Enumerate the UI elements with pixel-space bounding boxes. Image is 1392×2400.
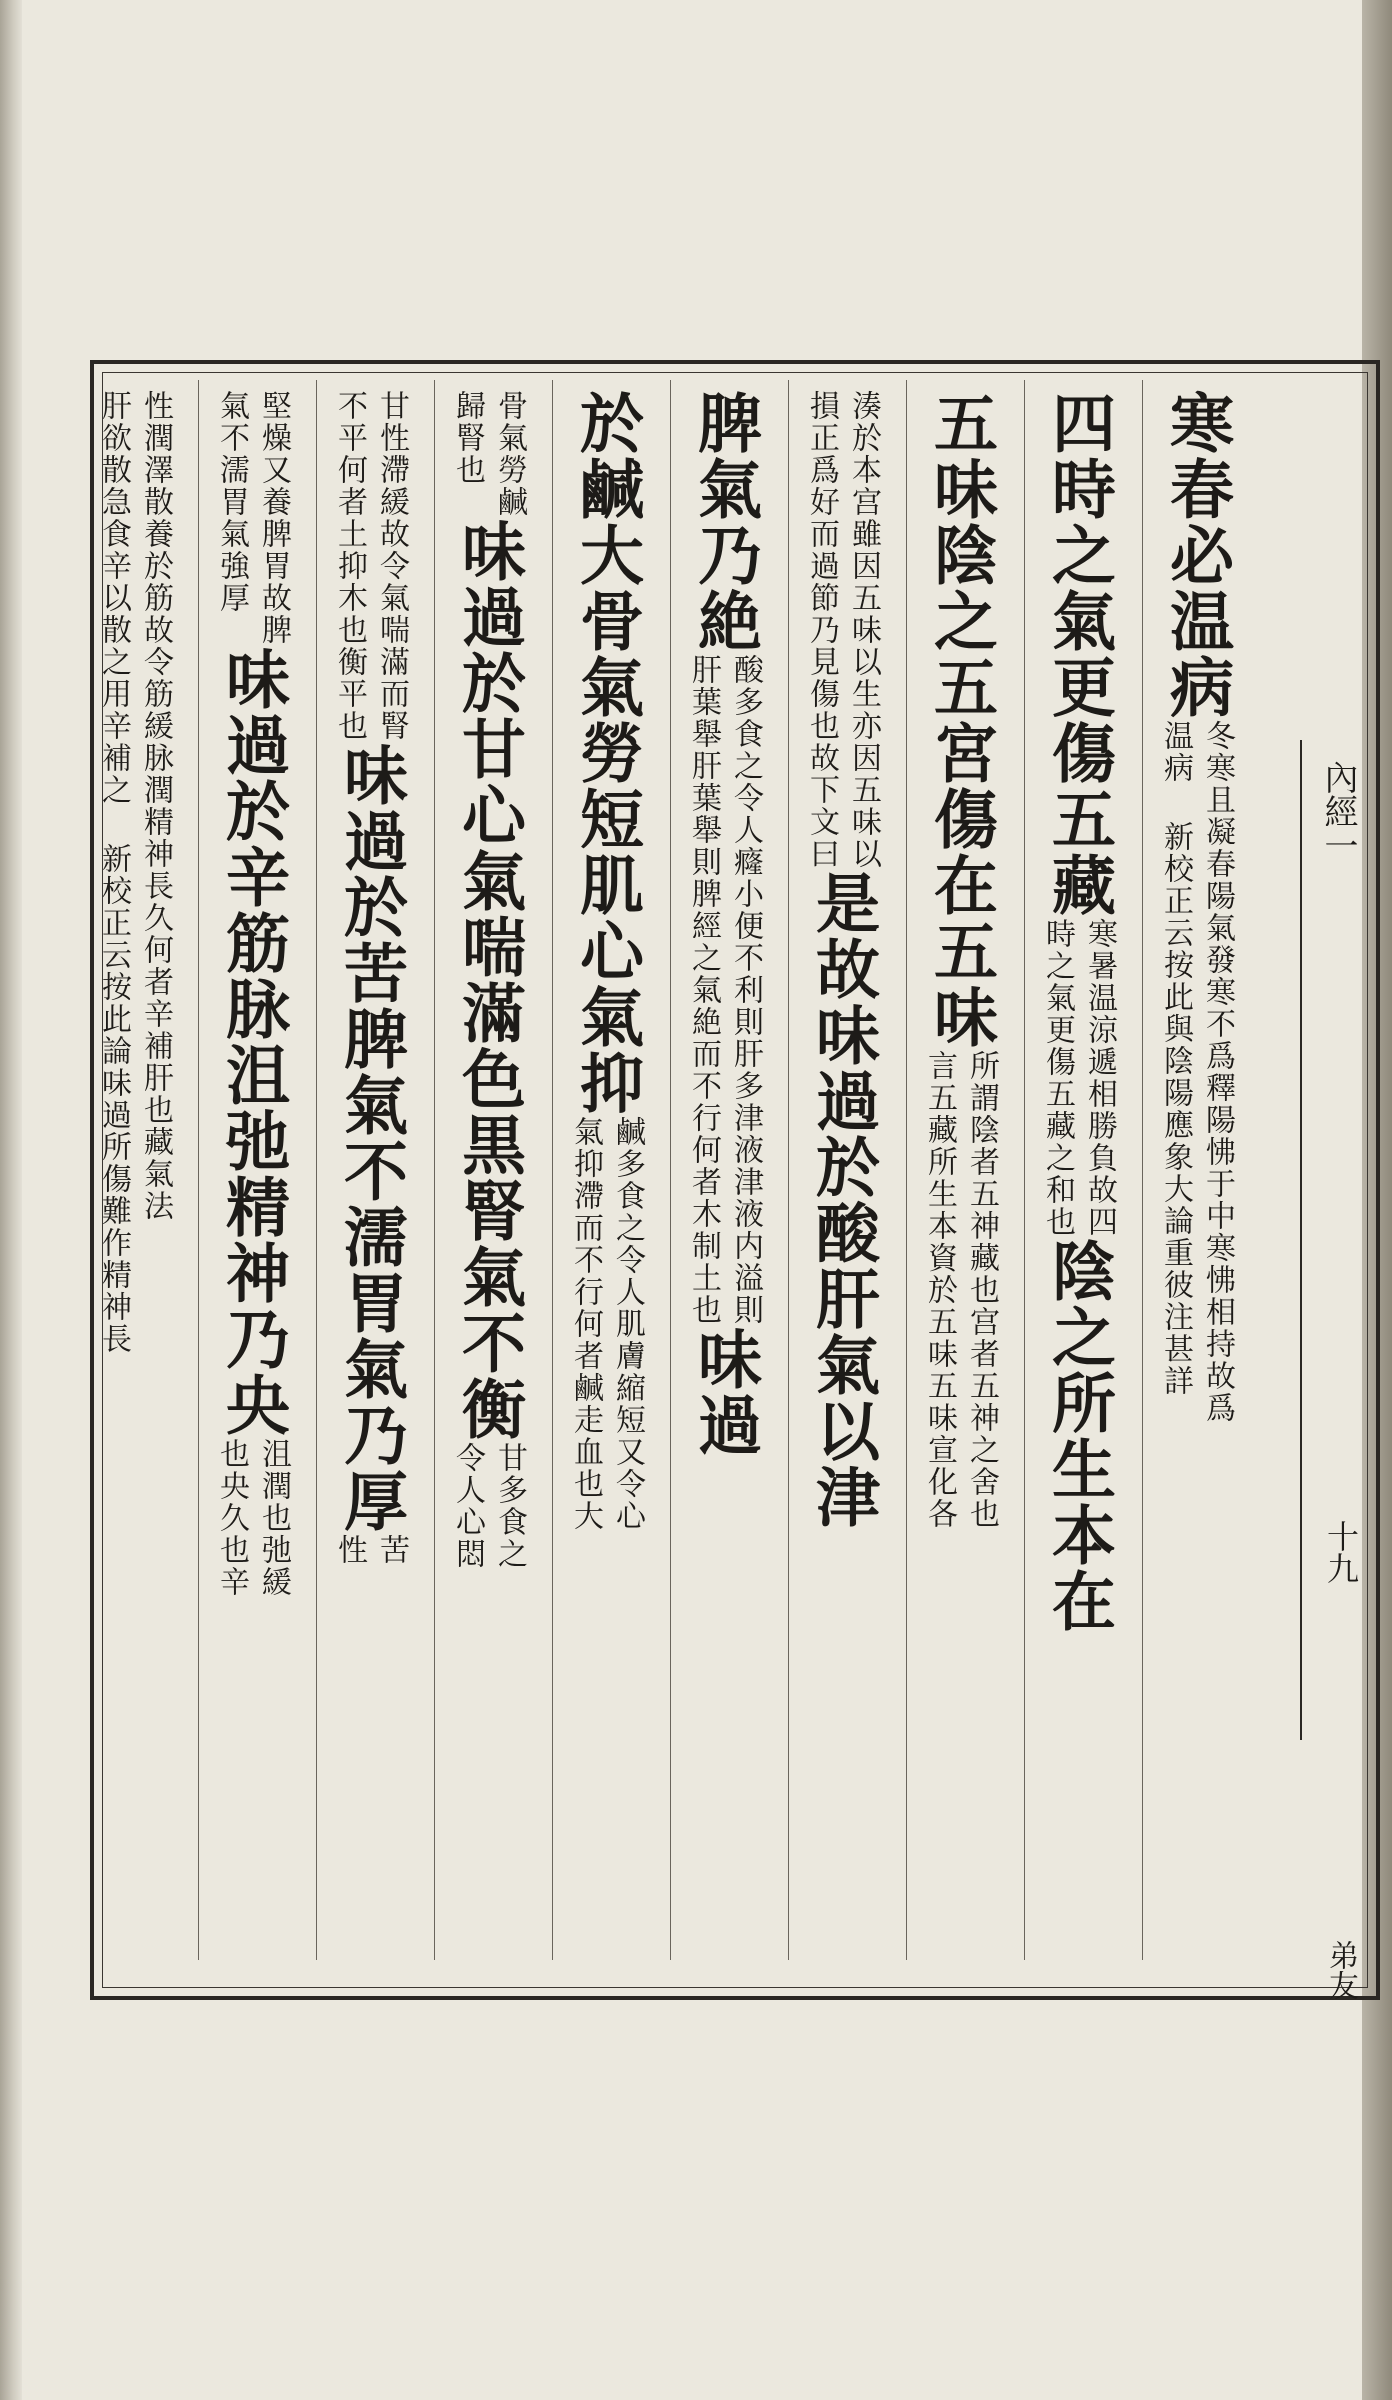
annotation-line: 肝葉舉肝葉舉則脾經之氣絶而不行何者木制土也 xyxy=(686,654,721,1326)
annotation-pair xyxy=(95,390,173,1355)
text-column-3 xyxy=(916,390,1004,1950)
annotation-line: 酸多食之令人癃小便不利則肝多津液津液内溢則 xyxy=(728,654,763,1326)
annotation-line: 湊於本宫雖因五味以生亦因五味以 xyxy=(846,390,881,870)
annotation-line: 損正爲好而過節乃見傷也故下文曰 xyxy=(804,390,839,870)
main-text: 味過於甘心氣喘滿色黒腎氣不衡 xyxy=(451,518,526,1442)
annotation-pair xyxy=(685,654,763,1326)
annotation-pair xyxy=(449,390,527,518)
annotation-line: 氣抑滯而不行何者鹹走血也大 xyxy=(568,1116,603,1532)
main-text: 味過於苦脾氣不濡胃氣乃厚 xyxy=(333,742,408,1534)
column-rule xyxy=(1142,380,1143,1960)
text-column-10 xyxy=(90,390,178,1950)
column-rule xyxy=(198,380,199,1960)
annotation-pair xyxy=(449,1442,527,1570)
annotation-pair xyxy=(1157,720,1235,1424)
annotation-pair xyxy=(331,390,409,742)
annotation-line: 性 xyxy=(332,1534,367,1566)
main-text: 寒春必温病 xyxy=(1159,390,1234,720)
main-text: 味過於辛筋脉沮弛精神乃央 xyxy=(215,646,290,1438)
column-rule xyxy=(316,380,317,1960)
main-text: 是故味過於酸肝氣以津 xyxy=(805,870,880,1530)
annotation-line: 鹹多食之令人肌膚縮短又令心 xyxy=(610,1116,645,1532)
annotation-line: 肝欲散急食辛以散之用辛補之 新校正云按此論味過所傷難作精神長 xyxy=(96,390,131,1355)
annotation-line: 也央久也辛 xyxy=(214,1438,249,1598)
column-rule xyxy=(434,380,435,1960)
text-column-5 xyxy=(680,390,768,1950)
folio-number: 十九 xyxy=(1322,1520,1360,1584)
column-rule xyxy=(670,380,671,1960)
text-column-9 xyxy=(208,390,296,1950)
text-column-1 xyxy=(1152,390,1240,1950)
annotation-line: 令人心悶 xyxy=(450,1442,485,1570)
annotation-line: 堅燥又養脾胃故脾 xyxy=(256,390,291,646)
annotation-line: 歸腎也 xyxy=(450,390,485,486)
annotation-pair xyxy=(213,1438,291,1598)
annotation-line: 甘性滯緩故令氣喘滿而腎 xyxy=(374,390,409,742)
main-text: 四時之氣更傷五藏 xyxy=(1041,390,1116,918)
annotation-line: 温病 新校正云按此與陰陽應象大論重彼注甚詳 xyxy=(1158,720,1193,1397)
annotation-line: 寒暑温涼遞相勝負故四 xyxy=(1082,918,1117,1238)
main-text: 陰之所生本在 xyxy=(1041,1238,1116,1634)
annotation-pair xyxy=(803,390,881,870)
text-column-8 xyxy=(326,390,414,1950)
text-column-7 xyxy=(444,390,532,1950)
annotation-line: 甘多食之 xyxy=(492,1442,527,1570)
annotation-line: 骨氣勞鹹 xyxy=(492,390,527,518)
ear-label: 內經一 xyxy=(1318,760,1358,862)
annotation-line: 時之氣更傷五藏之和也 xyxy=(1040,918,1075,1238)
annotation-line: 言五藏所生本資於五味五味宣化各 xyxy=(922,1050,957,1530)
annotation-pair xyxy=(1039,918,1117,1238)
column-rule xyxy=(552,380,553,1960)
annotation-line: 氣不濡胃氣強厚 xyxy=(214,390,249,614)
text-column-6 xyxy=(562,390,650,1950)
text-column-4 xyxy=(798,390,886,1950)
annotation-pair xyxy=(213,390,291,646)
annotation-line: 苦 xyxy=(374,1534,409,1566)
left-page-edge xyxy=(0,0,22,2400)
annotation-pair xyxy=(567,1116,645,1532)
annotation-pair xyxy=(921,1050,999,1530)
bottom-mark: 弟友 xyxy=(1323,1940,1358,2000)
annotation-line: 性潤澤散養於筋故令筋緩脉潤精神長久何者辛補肝也藏氣法 xyxy=(138,390,173,1222)
column-rule xyxy=(906,380,907,1960)
book-ear xyxy=(1300,740,1360,1740)
column-rule xyxy=(788,380,789,1960)
main-text: 五味陰之五宮傷在五味 xyxy=(923,390,998,1050)
column-rule xyxy=(1024,380,1025,1960)
annotation-line: 沮潤也弛緩 xyxy=(256,1438,291,1598)
main-text: 脾氣乃絶 xyxy=(687,390,762,654)
annotation-pair xyxy=(331,1534,409,1566)
annotation-line: 不平何者土抑木也衡平也 xyxy=(332,390,367,742)
main-text: 味過 xyxy=(687,1326,762,1458)
annotation-line: 所謂陰者五神藏也宫者五神之舍也 xyxy=(964,1050,999,1530)
annotation-line: 冬寒且凝春陽氣發寒不爲釋陽怫于中寒怫相持故爲 xyxy=(1200,720,1235,1424)
main-text: 於鹹大骨氣勞短肌心氣抑 xyxy=(569,390,644,1116)
text-column-2 xyxy=(1034,390,1122,1950)
